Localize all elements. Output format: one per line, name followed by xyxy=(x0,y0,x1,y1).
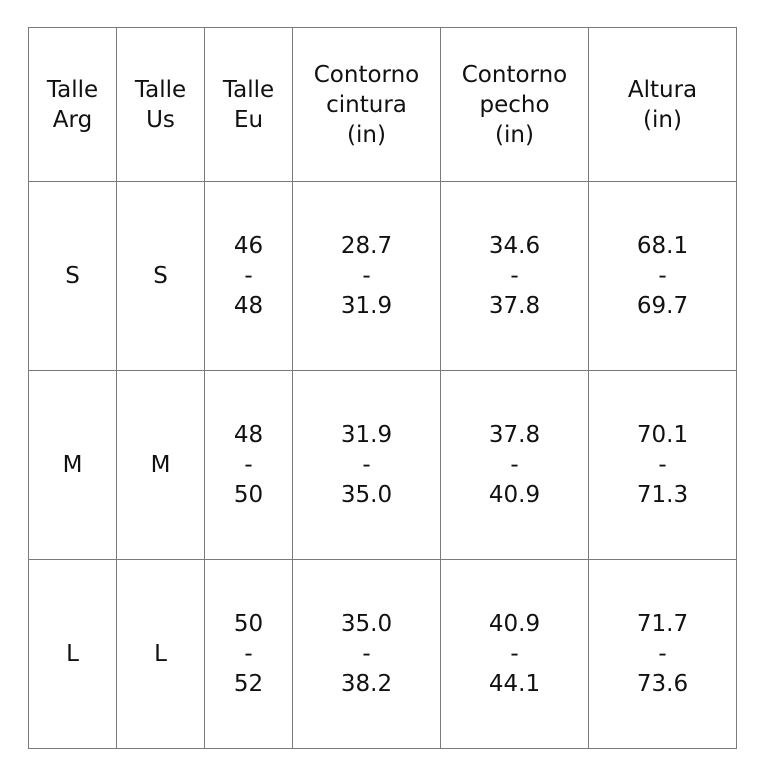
range-low: 68.1 xyxy=(636,233,689,259)
cell-talle-arg: L xyxy=(29,560,117,749)
range-low: 35.0 xyxy=(340,611,393,637)
range-high: 31.9 xyxy=(340,293,393,319)
cell-altura xyxy=(589,560,737,749)
range-separator: - xyxy=(244,452,253,478)
header-text: Talle xyxy=(134,76,187,103)
range-separator: - xyxy=(658,641,667,667)
header-talle-eu xyxy=(205,28,293,182)
range-high: 37.8 xyxy=(488,293,541,319)
header-text: Altura xyxy=(627,76,698,103)
range-separator: - xyxy=(244,641,253,667)
cell-contorno-pecho xyxy=(441,560,589,749)
range-low: 48 xyxy=(233,422,264,448)
cell-contorno-pecho xyxy=(441,371,589,560)
range-low: 70.1 xyxy=(636,422,689,448)
cell-contorno-cintura xyxy=(293,182,441,371)
header-text: (in) xyxy=(643,106,682,133)
header-text: Contorno xyxy=(313,61,420,88)
header-talle-us xyxy=(117,28,205,182)
header-text: cintura xyxy=(326,91,407,118)
range-separator: - xyxy=(658,263,667,289)
range-high: 69.7 xyxy=(636,293,689,319)
range-high: 73.6 xyxy=(636,671,689,697)
cell-talle-us: M xyxy=(117,371,205,560)
header-text: Talle xyxy=(222,76,275,103)
range-low: 50 xyxy=(233,611,264,637)
cell-altura xyxy=(589,182,737,371)
range-high: 50 xyxy=(233,482,264,508)
header-text: Arg xyxy=(52,106,93,133)
cell-contorno-pecho xyxy=(441,182,589,371)
range-high: 44.1 xyxy=(488,671,541,697)
cell-contorno-cintura xyxy=(293,371,441,560)
range-separator: - xyxy=(510,263,519,289)
header-talle-arg xyxy=(29,28,117,182)
range-separator: - xyxy=(658,452,667,478)
header-text: Us xyxy=(146,106,175,133)
range-separator: - xyxy=(362,452,371,478)
range-separator: - xyxy=(362,263,371,289)
header-text: Talle xyxy=(46,76,99,103)
range-low: 37.8 xyxy=(488,422,541,448)
range-low: 46 xyxy=(233,233,264,259)
table-row-m xyxy=(29,371,737,560)
header-contorno-pecho xyxy=(441,28,589,182)
header-text: (in) xyxy=(495,121,534,148)
header-row xyxy=(29,28,737,182)
range-high: 40.9 xyxy=(488,482,541,508)
header-text: Contorno xyxy=(461,61,568,88)
range-separator: - xyxy=(244,263,253,289)
range-high: 48 xyxy=(233,293,264,319)
cell-talle-arg: S xyxy=(29,182,117,371)
cell-talle-eu xyxy=(205,560,293,749)
cell-contorno-cintura xyxy=(293,560,441,749)
header-text: pecho xyxy=(479,91,550,118)
range-separator: - xyxy=(510,641,519,667)
range-high: 71.3 xyxy=(636,482,689,508)
cell-altura xyxy=(589,371,737,560)
table-row-s xyxy=(29,182,737,371)
range-high: 38.2 xyxy=(340,671,393,697)
cell-talle-us: L xyxy=(117,560,205,749)
size-chart-table xyxy=(28,27,737,749)
range-separator: - xyxy=(510,452,519,478)
header-altura xyxy=(589,28,737,182)
header-contorno-cintura xyxy=(293,28,441,182)
range-low: 34.6 xyxy=(488,233,541,259)
cell-talle-eu xyxy=(205,182,293,371)
range-low: 31.9 xyxy=(340,422,393,448)
cell-talle-eu xyxy=(205,371,293,560)
cell-talle-us: S xyxy=(117,182,205,371)
header-text: Eu xyxy=(233,106,264,133)
range-low: 28.7 xyxy=(340,233,393,259)
range-low: 40.9 xyxy=(488,611,541,637)
range-separator: - xyxy=(362,641,371,667)
range-high: 35.0 xyxy=(340,482,393,508)
header-text: (in) xyxy=(347,121,386,148)
range-low: 71.7 xyxy=(636,611,689,637)
range-high: 52 xyxy=(233,671,264,697)
table-row-l xyxy=(29,560,737,749)
cell-talle-arg: M xyxy=(29,371,117,560)
